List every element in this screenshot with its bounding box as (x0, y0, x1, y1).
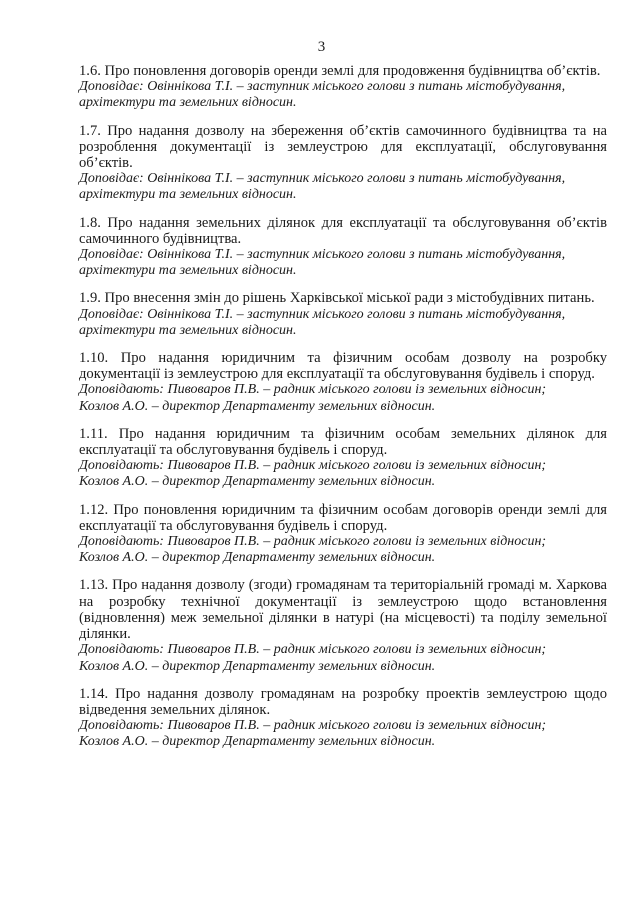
agenda-item-speaker: Козлов А.О. – директор Департаменту земельних відносин. (79, 398, 436, 414)
agenda-item-title: 1.9. Про внесення змін до рішень Харківської міської ради з містобудівних питань. (79, 290, 595, 307)
agenda-item-title: 1.14. Про надання дозволу громадянам на розробку проектів землеустрою щодо відведення земельних ділянок. (79, 685, 607, 718)
agenda-item-speaker: Доповідає: Овіннікова Т.І. – заступник міського голови з питань містобудування, архітектури та земельних відносин. (79, 171, 566, 203)
agenda-item-title: 1.10. Про надання юридичним та фізичним особам дозволу на розробку документації із землеустрою для експлуатації та обслуговування будівель і споруд. (79, 350, 607, 383)
agenda-item-title: 1.7. Про надання дозволу на збереження об’єктів самочинного будівництва та на розроблення документації із землеустрою для експлуатації, обслуговування об’єктів. (79, 122, 607, 172)
agenda-item-1-8 (79, 215, 607, 280)
agenda-item-speaker: Доповідає: Овіннікова Т.І. – заступник міського голови з питань містобудування, архітектури та земельних відносин. (79, 306, 566, 338)
agenda-list (79, 63, 607, 762)
agenda-item-speaker: Доповідають: Пивоваров П.В. – радник міського голови із земельних відносин; (79, 642, 547, 658)
agenda-item-1-6 (79, 63, 607, 112)
agenda-item-title: 1.11. Про надання юридичним та фізичним особам земельних ділянок для експлуатації та обслуговування будівель і споруд. (79, 425, 607, 459)
agenda-item-1-14 (79, 686, 607, 751)
agenda-item-1-11 (79, 426, 607, 491)
agenda-item-title: 1.12. Про поновлення юридичним та фізичним особам договорів оренди землі для експлуатації та обслуговування будівель і споруд. (79, 501, 607, 534)
agenda-item-title: 1.6. Про поновлення договорів оренди землі для продовження будівництва об’єктів. (79, 63, 601, 79)
agenda-item-1-9 (79, 290, 607, 339)
agenda-item-speaker: Доповідають: Пивоваров П.В. – радник міського голови із земельних відносин; (79, 534, 547, 550)
agenda-item-1-12 (79, 502, 607, 567)
agenda-item-speaker: Доповідає: Овіннікова Т.І. – заступник міського голови з питань містобудування, архітектури та земельних відносин. (79, 247, 566, 279)
agenda-item-speaker: Доповідають: Пивоваров П.В. – радник міського голови із земельних відносин; (79, 458, 547, 474)
agenda-item-title: 1.13. Про надання дозволу (згоди) громадянам та територіальній громаді м. Харкова на розробку технічної документації із землеустрою щодо встановлення (відновлення) меж земельної ділянки в натурі (на місцевості) та поділу земельної ділянки. (79, 577, 607, 643)
agenda-item-1-7 (79, 123, 607, 204)
agenda-item-speaker: Доповідає: Овіннікова Т.І. – заступник міського голови з питань містобудування, архітектури та земельних відносин. (79, 79, 566, 111)
agenda-item-1-10 (79, 350, 607, 415)
agenda-item-1-13 (79, 577, 607, 674)
agenda-item-speaker: Доповідають: Пивоваров П.В. – радник міського голови із земельних відносин; (79, 718, 547, 734)
agenda-item-speaker: Доповідають: Пивоваров П.В. – радник міського голови із земельних відносин; (79, 382, 547, 398)
agenda-item-title: 1.8. Про надання земельних ділянок для експлуатації та обслуговування об’єктів самочинного будівництва. (79, 214, 607, 247)
agenda-item-speaker: Козлов А.О. – директор Департаменту земельних відносин. (79, 658, 436, 674)
page-number: 3 (317, 39, 326, 55)
agenda-item-speaker: Козлов А.О. – директор Департаменту земельних відносин. (79, 550, 436, 566)
agenda-item-speaker: Козлов А.О. – директор Департаменту земельних відносин. (79, 474, 436, 490)
agenda-item-speaker: Козлов А.О. – директор Департаменту земельних відносин. (79, 734, 436, 750)
